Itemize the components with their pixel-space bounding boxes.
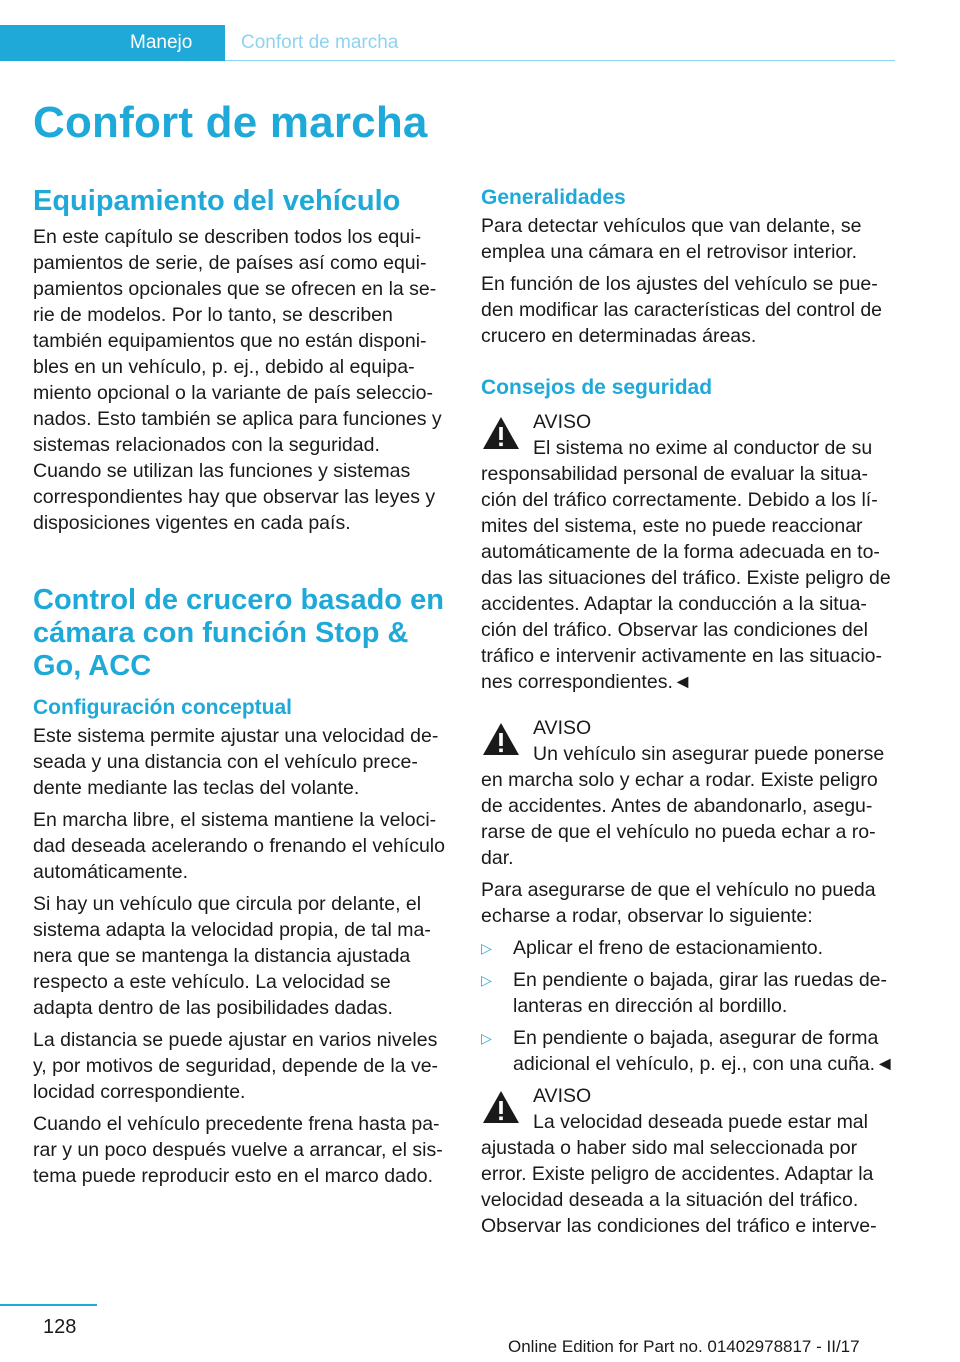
warning-label: AVISO bbox=[533, 1085, 592, 1107]
warning-triangle-icon bbox=[481, 415, 521, 451]
concept-subheading: Configuración conceptual bbox=[33, 696, 293, 719]
header-chapter-label: Confort de marcha bbox=[241, 32, 399, 53]
general-subheading: Generalidades bbox=[481, 186, 626, 209]
header-rule bbox=[225, 60, 895, 61]
warning-label: AVISO bbox=[533, 717, 592, 739]
header-section-label: Manejo bbox=[130, 32, 193, 53]
acc-heading: Control de crucero basado en cámara con función Stop & Go, ACC bbox=[33, 584, 444, 682]
warning-text: La velocidad deseada puede estar mal ajustada o haber sido mal seleccionada por error. Existe peligro de accidentes. Adaptar la velocidad deseada a la situación del tráfico. Observar las condiciones del tráfico e interve- bbox=[481, 1111, 877, 1237]
triangle-bullet-icon: ▷ bbox=[481, 972, 492, 988]
page-title: Confort de marcha bbox=[33, 98, 428, 147]
triangle-bullet-icon: ▷ bbox=[481, 1030, 492, 1046]
triangle-bullet-icon: ▷ bbox=[481, 940, 492, 956]
right-column bbox=[481, 185, 897, 1239]
list-item-text: En pendiente o bajada, girar las ruedas de-lanteras en dirección al bordillo. bbox=[513, 969, 888, 1017]
warning-label: AVISO bbox=[533, 411, 592, 433]
warning-block bbox=[481, 409, 897, 695]
list-item bbox=[481, 935, 897, 961]
list-item bbox=[481, 967, 897, 1019]
footer-rule bbox=[0, 1304, 97, 1306]
general-paragraph: En función de los ajustes del vehículo se pue-den modificar las características del control de crucero en determinadas áreas. bbox=[481, 273, 883, 347]
safety-subheading: Consejos de seguridad bbox=[481, 376, 713, 399]
equipment-heading: Equipamiento del vehículo bbox=[33, 185, 401, 217]
general-paragraph: Para detectar vehículos que van delante, se emplea una cámara en el retrovisor interior. bbox=[481, 215, 862, 263]
list-item bbox=[481, 1025, 897, 1077]
acc-paragraph: Cuando el vehículo precedente frena hasta pa-rar y un poco después vuelve a arrancar, el sis-tema puede reproducir esto en el marco dado. bbox=[33, 1113, 443, 1187]
warning-text: Un vehículo sin asegurar puede ponerse en marcha solo y echar a rodar. Existe peligro de accidentes. Antes de abandonarlo, asegu-rarse de que el vehículo no pueda echar a ro-dar. bbox=[481, 743, 885, 869]
edition-note: Online Edition for Part no. 01402978817 - II/17 bbox=[508, 1337, 860, 1356]
warning-triangle-icon bbox=[481, 1089, 521, 1125]
acc-paragraph: Este sistema permite ajustar una velocidad de-seada y una distancia con el vehículo prece-dente mediante las teclas del volante. bbox=[33, 725, 439, 799]
bullet-list bbox=[481, 935, 897, 1077]
acc-paragraph: Si hay un vehículo que circula por delante, el sistema adapta la velocidad propia, de tal ma-nera que se mantenga la distancia ajustada respecto a este vehículo. La velocidad se adapta dentro de las posibilidades dadas. bbox=[33, 893, 431, 1019]
warning-triangle-icon bbox=[481, 721, 521, 757]
list-item-text: Aplicar el freno de estacionamiento. bbox=[513, 937, 824, 959]
acc-paragraph: La distancia se puede ajustar en varios niveles y, por motivos de seguridad, depende de la ve-locidad correspondiente. bbox=[33, 1029, 439, 1103]
left-column bbox=[33, 185, 449, 1195]
list-item-text: En pendiente o bajada, asegurar de forma adicional el vehículo, p. ej., con una cuña.◄ bbox=[513, 1027, 895, 1075]
warning-text: El sistema no exime al conductor de su responsabilidad personal de evaluar la situa-ción del tráfico correctamente. Debido a los lí-mites del sistema, este no puede reaccionar automáticamente de la forma adecuada en to-das las situaciones del tráfico. Existe peligro de accidentes. Adaptar la conducción a la situa-ción del tráfico. Observar las condiciones del tráfico e intervenir activamente en las situacio-nes correspondientes.◄ bbox=[481, 437, 891, 693]
page-number: 128 bbox=[43, 1316, 77, 1338]
warning-block bbox=[481, 715, 897, 1077]
equipment-paragraph: En este capítulo se describen todos los equi-pamientos de serie, de países así como equi-pamientos opcionales que se ofrecen en la se-rie de modelos. Por lo tanto, se describen también equipamientos que no están disponi-bles en un vehículo, p. ej., debido al equipa-miento opcional o la variante de país seleccio-nados. Esto también se aplica para funciones y sistemas relacionados con la seguridad. Cuando se utilizan las funciones y sistemas correspondientes hay que observar las leyes y disposiciones vigentes en cada país. bbox=[33, 226, 442, 534]
warning-intro: Para asegurarse de que el vehículo no pueda echarse a rodar, observar lo siguiente: bbox=[481, 879, 876, 927]
warning-block bbox=[481, 1083, 897, 1239]
acc-paragraph: En marcha libre, el sistema mantiene la veloci-dad deseada acelerando o frenando el vehículo automáticamente. bbox=[33, 809, 445, 883]
